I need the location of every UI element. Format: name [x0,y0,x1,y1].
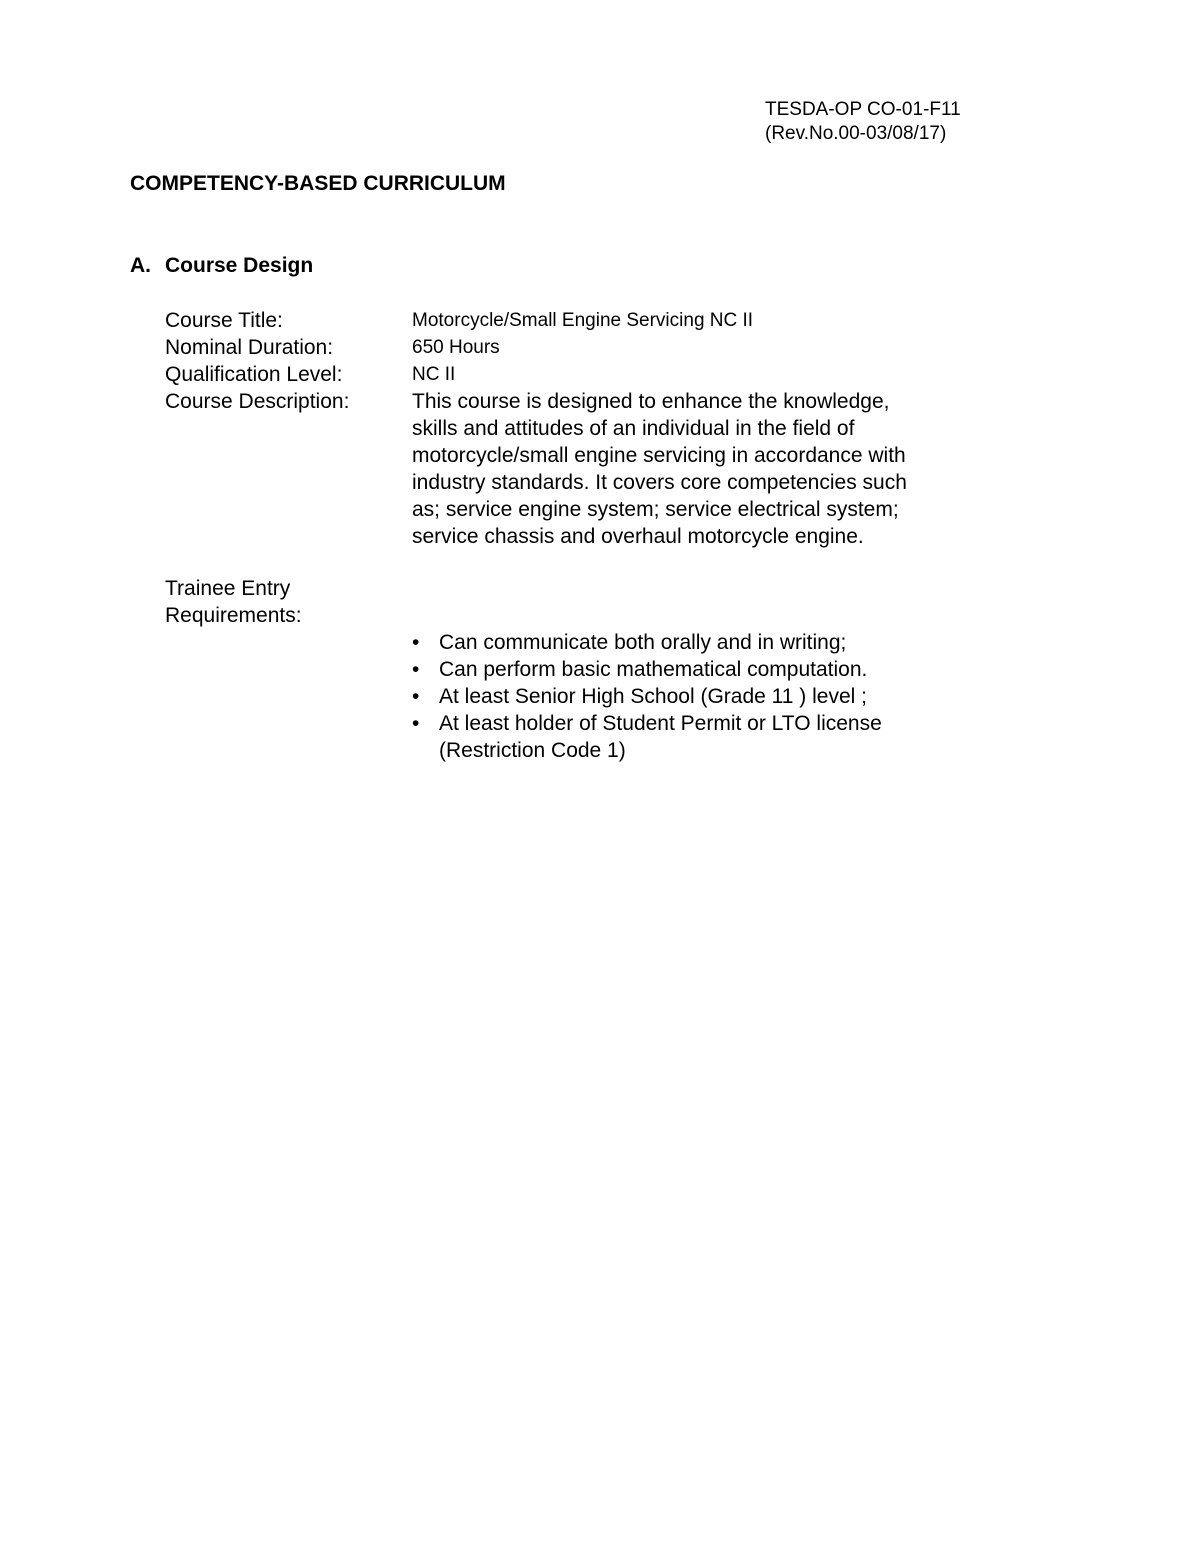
bullet-icon: • [412,658,420,681]
course-title-value: Motorcycle/Small Engine Servicing NC II [412,310,754,331]
revision-number: (Rev.No.00-03/08/17) [765,123,947,144]
requirement-text: Can perform basic mathematical computation. [439,658,868,681]
description-line: as; service engine system; service electrical system; [412,498,899,521]
requirement-text-continuation: (Restriction Code 1) [439,739,626,762]
requirement-text: At least holder of Student Permit or LTO license [439,712,882,735]
requirement-text: Can communicate both orally and in writing; [439,631,847,654]
list-item [412,710,882,764]
qualification-level-value: NC II [412,364,456,385]
bullet-icon: • [412,685,420,708]
course-description-label: Course Description: [165,390,350,413]
list-item [412,683,882,710]
course-title-label: Course Title: [165,309,283,332]
requirement-text: At least Senior High School (Grade 11 ) level ; [439,685,867,708]
entry-requirements-list [412,629,882,764]
trainee-entry-label [165,575,302,629]
bullet-icon: • [412,631,420,654]
document-code-block [765,98,961,146]
description-line: industry standards. It covers core competencies such [412,471,907,494]
trainee-entry-label-line: Requirements: [165,604,302,627]
section-letter: A. [130,254,151,277]
description-line: service chassis and overhaul motorcycle engine. [412,525,864,548]
section-heading [130,254,313,278]
list-item [412,656,882,683]
section-title: Course Design [165,254,314,277]
qualification-level-label: Qualification Level: [165,363,343,386]
list-item [412,629,882,656]
description-line: This course is designed to enhance the knowledge, [412,390,890,413]
bullet-icon: • [412,712,420,735]
description-line: motorcycle/small engine servicing in accordance with [412,444,906,467]
page-title: COMPETENCY-BASED CURRICULUM [130,172,506,195]
nominal-duration-value: 650 Hours [412,337,500,358]
description-line: skills and attitudes of an individual in the field of [412,417,855,440]
trainee-entry-label-line: Trainee Entry [165,577,291,600]
course-description-text [412,388,982,550]
document-code: TESDA-OP CO-01-F11 [765,99,961,120]
nominal-duration-label: Nominal Duration: [165,336,334,359]
